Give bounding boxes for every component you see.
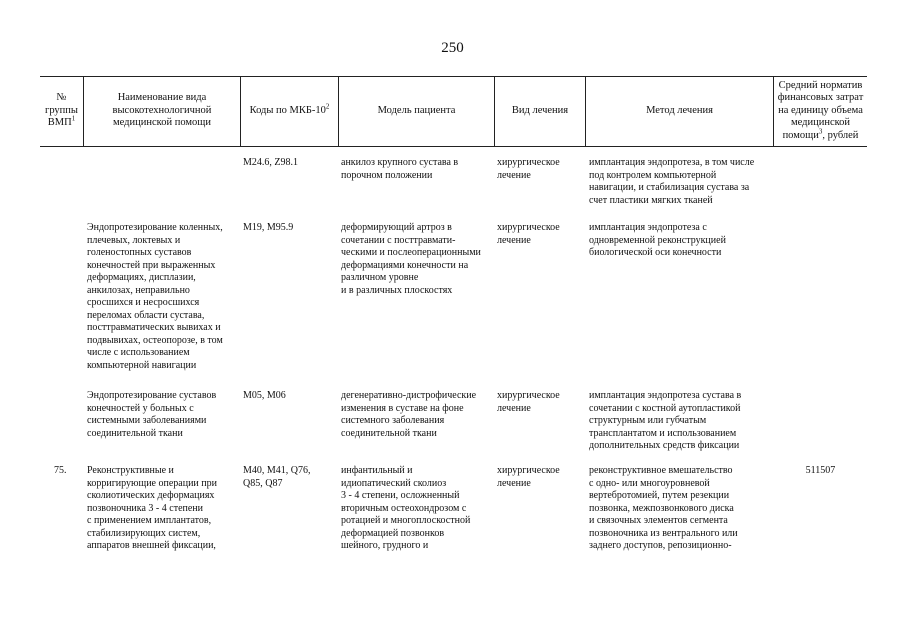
row-0-model: анкилоз крупного сустава в порочном положении: [341, 157, 459, 181]
row-1-codes: M19, M95.9: [243, 222, 294, 233]
header-treatment: Вид лечения: [511, 104, 569, 116]
row-0-treatment: хирургическое лечение: [497, 157, 560, 181]
row-3-norm: 511507: [805, 465, 836, 476]
row-3-codes: M40, M41, Q76, Q85, Q87: [243, 465, 311, 489]
row-3-treatment: хирургическое лечение: [497, 465, 560, 489]
row-3-method: реконструктивное вмешательство с одно- или многоуровневой вертебротомией, путем резекции позвонка, межпозвонкового диска и связочных элементов сегмента позвоночника из вентрального или заднего доступов, репозиционно-: [589, 465, 738, 551]
row-1-model: деформирующий артроз в сочетании с посттравмати- ческими и послеоперационными деформациями конечности на различном уровне и в различных плоскостях: [341, 222, 481, 296]
row-2-treatment: хирургическое лечение: [497, 390, 560, 414]
row-3-model: инфантильный и идиопатический сколиоз 3 - 4 степени, осложненный вторичным остеохондрозом с ротацией и многоплоскостной деформацией позвонков шейного, грудного и: [341, 465, 471, 551]
header-model: Модель пациента: [377, 104, 456, 116]
header-method: Метод лечения: [646, 104, 713, 116]
header-codes: Коды по МКБ-$10^2$: [249, 102, 330, 116]
page-number: 250: [441, 40, 464, 56]
row-1-method: имплантация эндопротеза с одновременной реконструкцией биологической оси конечности: [589, 222, 726, 258]
row-3-group: 75.: [54, 465, 67, 476]
header-norm: Средний норматив финансовых затрат на единицу объема медицинской помощи$^3$, рублей: [777, 79, 864, 141]
table-header-rule: [40, 146, 867, 147]
row-1-name: Эндопротезирование коленных, плечевых, локтевых и голеностопных суставов конечностей при выраженных деформациях, дисплазии, анкилозах, неправильно сросшихся и несросшихся переломах области сустава, посттравматических вывихах и подвывихах, остеопорозе, в том числе с использованием компьютерной навигации: [87, 222, 223, 371]
row-1-treatment: хирургическое лечение: [497, 222, 560, 246]
header-name: Наименование вида высокотехнологичной медицинской помощи: [112, 92, 212, 129]
row-2-codes: M05, M06: [243, 390, 286, 401]
header-group: № группы ВМП$^1$: [45, 92, 78, 129]
row-0-codes: M24.6, Z98.1: [243, 157, 298, 168]
row-2-name: Эндопротезирование суставов конечностей у больных с системными заболеваниями соединительной ткани: [87, 390, 217, 439]
row-2-method: имплантация эндопротеза сустава в сочетании с костной аутопластикой структурным или губчатым трансплантатом и использованием дополнительных средств фиксации: [589, 390, 742, 451]
row-2-model: дегенеративно-дистрофические изменения в суставе на фоне системного заболевания соединительной ткани: [341, 390, 477, 439]
row-0-method: имплантация эндопротеза, в том числе под контролем компьютерной навигации, и стабилизация сустава за счет пластики мягких тканей: [589, 157, 755, 206]
row-3-name: Реконструктивные и корригирующие операции при сколиотических деформациях позвоночника 3 - 4 степени с применением имплантатов, стабилизирующих систем, аппаратов внешней фиксации,: [87, 465, 217, 551]
